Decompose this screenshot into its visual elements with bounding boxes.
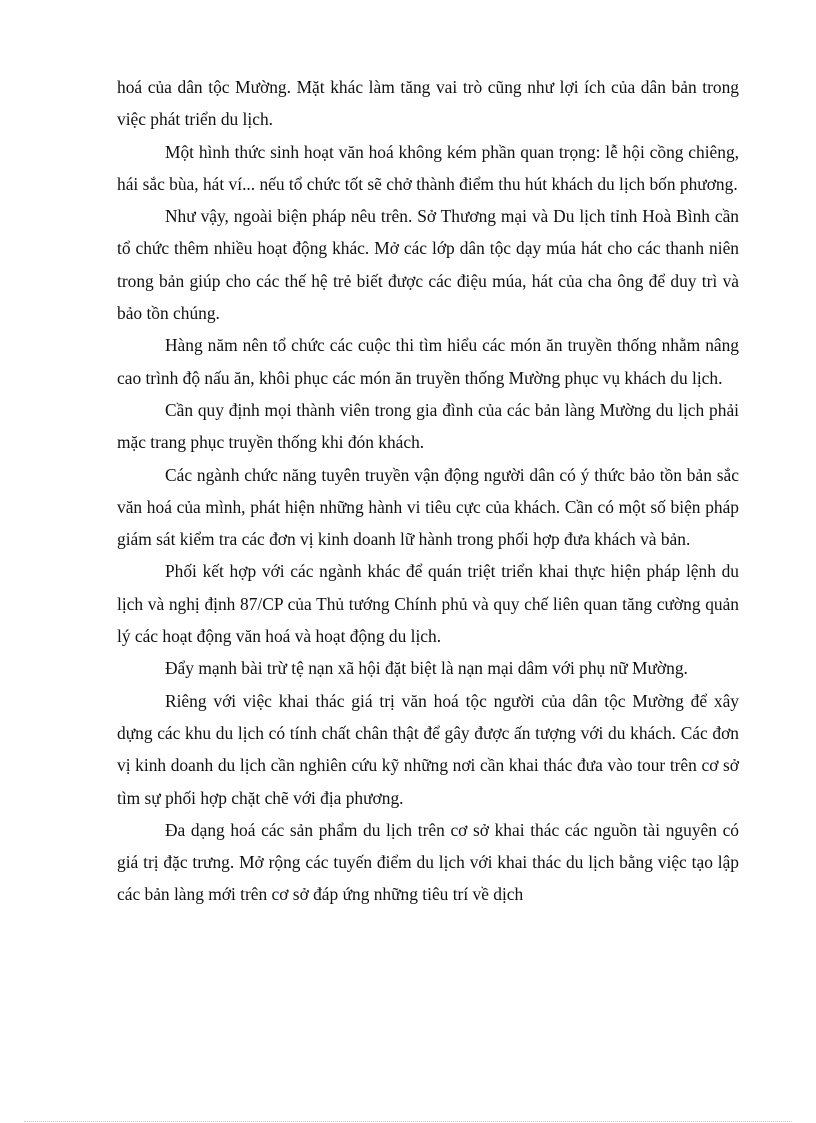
paragraph: Một hình thức sinh hoạt văn hoá không kém phần quan trọng: lễ hội cồng chiêng, hái sắc bùa, hát ví... nếu tổ chức tốt sẽ chở thành điểm thu hút khách du lịch bốn phương. [117, 141, 739, 194]
paragraph: Phối kết hợp với các ngành khác để quán triệt triển khai thực hiện pháp lệnh du lịch và nghị định 87/CP của Thủ tướng Chính phủ và quy chế liên quan tăng cường quản lý các hoạt động văn hoá và hoạt động du lịch. [117, 561, 739, 647]
paragraph: Như vậy, ngoài biện pháp nêu trên. Sở Thương mại và Du lịch tỉnh Hoà Bình cần tổ chức thêm nhiều hoạt động khác. Mở các lớp dân tộc dạy múa hát cho các thanh niên trong bản giúp cho các thế hệ trẻ biết được các điệu múa, hát của cha ông để duy trì và bảo tồn chúng. [117, 206, 739, 324]
body-text [117, 71, 739, 911]
paragraph: Đẩy mạnh bài trừ tệ nạn xã hội đặt biệt là nạn mại dâm với phụ nữ Mường. [165, 658, 688, 679]
paragraph: Đa dạng hoá các sản phẩm du lịch trên cơ sở khai thác các nguồn tài nguyên có giá trị đặc trưng. Mở rộng các tuyến điểm du lịch với khai thác du lịch bằng việc tạo lập các bản làng mới trên cơ sở đáp ứng những tiêu trí về dịch [117, 819, 739, 905]
paragraph: Hàng năm nên tổ chức các cuộc thi tìm hiểu các món ăn truyền thống nhằm nâng cao trình độ nấu ăn, khôi phục các món ăn truyền thống Mường phục vụ khách du lịch. [117, 335, 739, 388]
paragraph: Riêng với việc khai thác giá trị văn hoá tộc người của dân tộc Mường để xây dựng các khu du lịch có tính chất chân thật để gây được ấn tượng với du khách. Các đơn vị kinh doanh du lịch cần nghiên cứu kỹ những nơi cần khai thác đưa vào tour trên cơ sở tìm sự phối hợp chặt chẽ với địa phương. [117, 690, 739, 808]
paragraph: Các ngành chức năng tuyên truyền vận động người dân có ý thức bảo tồn bản sắc văn hoá của mình, phát hiện những hành vi tiêu cực của khách. Cần có một số biện pháp giám sát kiểm tra các đơn vị kinh doanh lữ hành trong phối hợp đưa khách và bản. [117, 464, 739, 550]
paragraph-continued: hoá của dân tộc Mường. Mặt khác làm tăng vai trò cũng như lợi ích của dân bản trong việc phát triển du lịch. [117, 77, 739, 130]
paragraph: Cần quy định mọi thành viên trong gia đình của các bản làng Mường du lịch phải mặc trang phục truyền thống khi đón khách. [117, 399, 739, 453]
page-bottom-divider [24, 1121, 792, 1122]
